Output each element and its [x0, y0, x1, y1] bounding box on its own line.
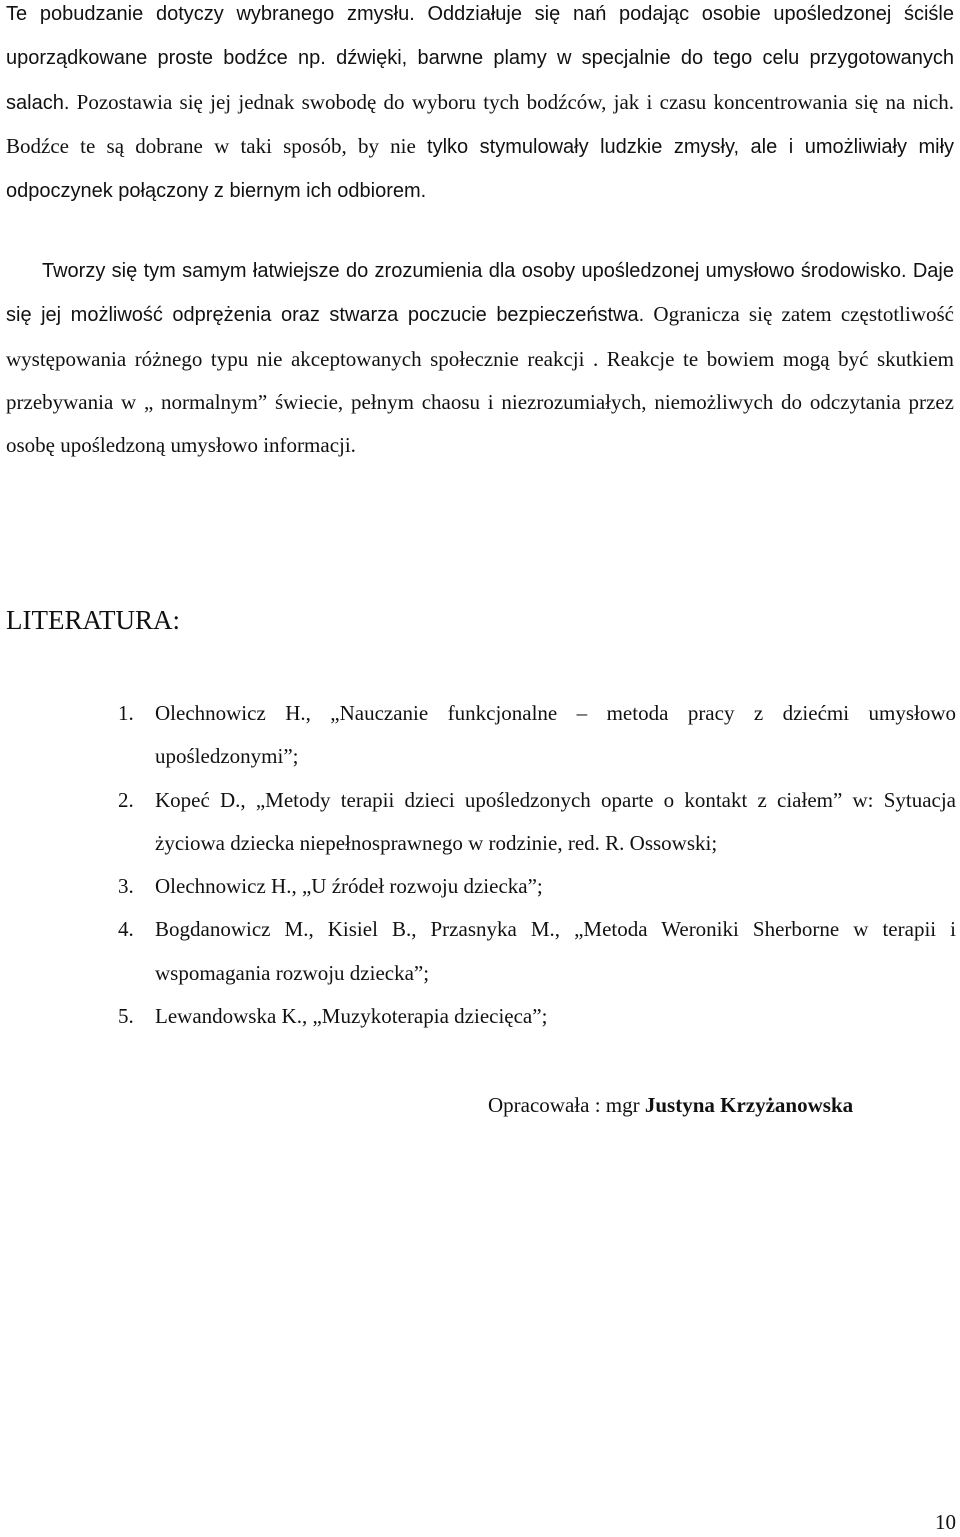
literature-item-number: 2.	[118, 787, 134, 812]
literature-item-author: Kopeć D.	[155, 787, 241, 812]
literature-item-number: 4.	[118, 917, 134, 942]
literature-item	[118, 692, 956, 779]
literature-item-number: 3.	[118, 874, 134, 899]
paragraph-2-serif-text: Ogranicza się zatem częstotliwość występowania różnego typu nie akceptowanych społecznie reakcji . Reakcje te bowiem mogą być skutkiem przebywania w „ normalnym” świecie, pełnym chaosu i niezrozumiałych, niemożliwych do odczytania przez osobę upośledzoną umysłowo informacji.	[6, 302, 954, 458]
literature-item-text	[155, 779, 956, 866]
literature-item	[118, 865, 956, 908]
literature-item-title: , „Nauczanie funkcjonalne – metoda pracy z dziećmi umysłowo upośledzonymi”;	[155, 701, 956, 769]
literature-item-author: Bogdanowicz M., Kisiel B., Przasnyka M.	[155, 917, 555, 942]
literature-item-author: Olechnowicz H.	[155, 701, 306, 725]
author-signature	[488, 1085, 853, 1125]
literature-heading: LITERATURA:	[6, 605, 180, 635]
paragraph-1	[6, 0, 954, 213]
paragraph-2	[6, 249, 954, 467]
literature-item	[118, 779, 956, 866]
paragraph-1-sans-text: Te pobudzanie dotyczy wybranego zmysłu. Oddziałuje się nań podając osobie upośledzonej ściśle uporządkowane proste bodźce np. dźwięki, barwne plamy w specjalnie do tego celu przygotowanych salach.	[6, 3, 954, 114]
literature-item-text	[155, 692, 956, 779]
literature-item	[118, 908, 956, 995]
literature-item-title: , „U źródeł rozwoju dziecka”;	[291, 874, 543, 899]
paragraph-2-sans-text: Tworzy się tym samym łatwiejsze do zrozumienia dla osoby upośledzonej umysłowo środowisko. Daje się jej możliwość odprężenia oraz stwarza poczucie bezpieczeństwa.	[6, 260, 954, 327]
literature-item-author: Olechnowicz H.	[155, 874, 292, 899]
literature-item-text	[155, 865, 956, 908]
signature-author-name: Justyna Krzyżanowska	[644, 1093, 854, 1117]
literature-item-number: 1.	[118, 701, 134, 725]
literature-item-text	[155, 995, 956, 1038]
page-number: 10	[935, 1510, 956, 1534]
literature-item-author: Lewandowska K.	[155, 1004, 302, 1029]
literature-item	[118, 995, 956, 1038]
literature-item-title: , „Metoda Weroniki Sherborne w terapii i wspomagania rozwoju dziecka”;	[155, 917, 956, 985]
literature-item-title: , „Muzykoterapia dziecięca”;	[301, 1004, 548, 1029]
literature-item-title: , „Metody terapii dzieci upośledzonych oparte o kontakt z ciałem” w: Sytuacja życiowa dziecka niepełnosprawnego w rodzinie, red. R. Ossowski;	[155, 787, 956, 855]
signature-prefix: Opracowała : mgr	[488, 1093, 645, 1117]
literature-item-text	[155, 908, 956, 995]
paragraph-1-serif-text: Pozostawia się jej jednak swobodę do wyboru tych bodźców, jak i czasu koncentrowania się na nich. Bodźce te są dobrane w taki sposób, by nie	[6, 89, 954, 158]
literature-list	[118, 692, 956, 1038]
paragraph-1-sans-text-2: tylko stymulowały ludzkie zmysły, ale i umożliwiały miły odpoczynek połączony z biernym ich odbiorem.	[6, 135, 955, 203]
literature-item-number: 5.	[118, 1004, 134, 1029]
